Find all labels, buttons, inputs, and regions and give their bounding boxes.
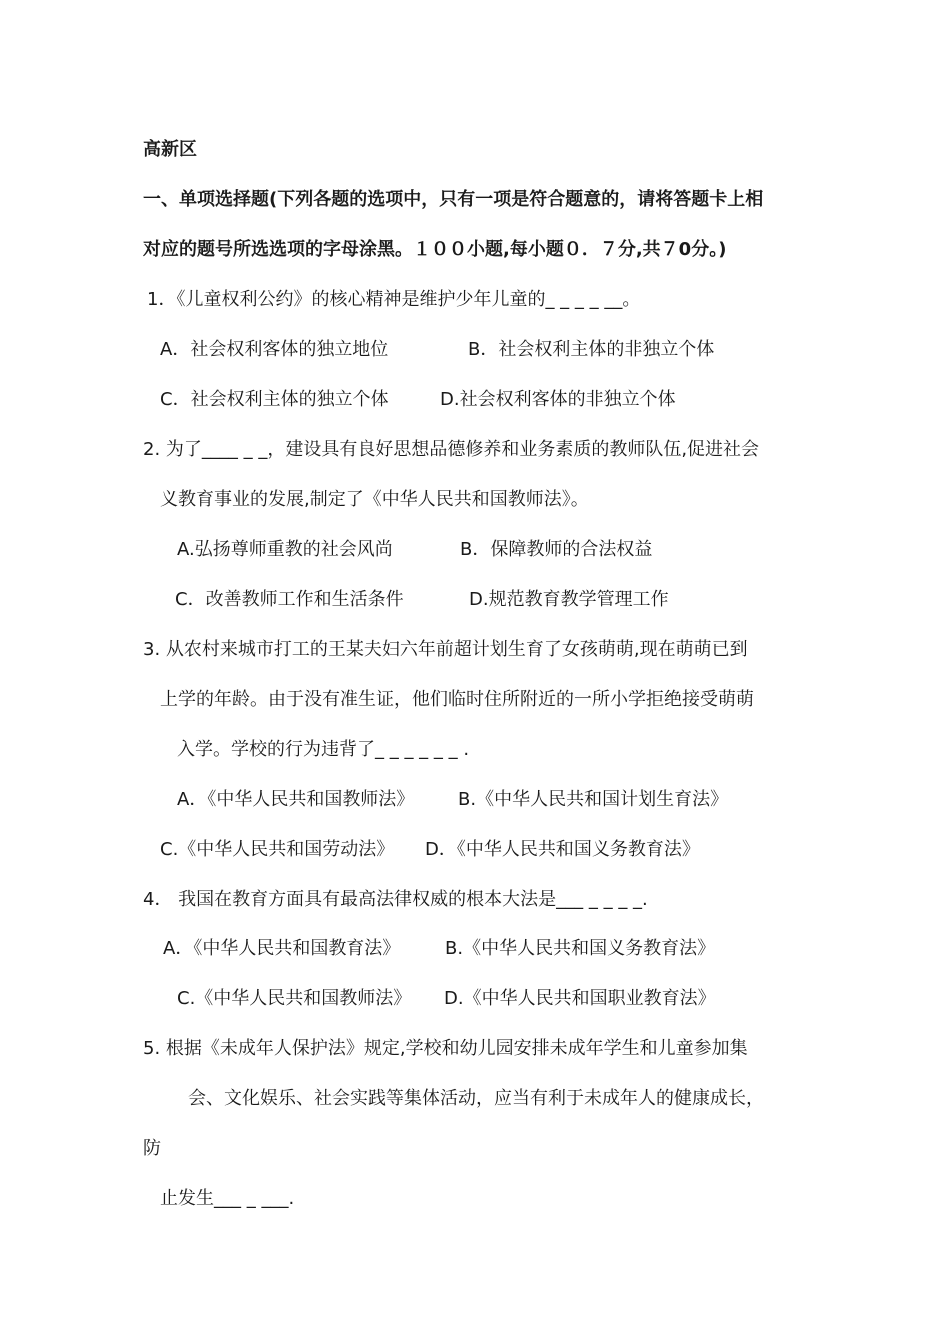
district-title: 高新区 bbox=[143, 139, 197, 160]
section-heading-line-1: 一、单项选择题(下列各题的选项中，只有一项是符合题意的，请将答题卡上相 bbox=[143, 189, 764, 210]
question-5-stem-line-1: 5. 根据《未成年人保护法》规定,学校和幼儿园安排未成年学生和儿童参加集 bbox=[143, 1038, 748, 1059]
question-4-option-c: C.《中华人民共和国教师法》 bbox=[177, 988, 412, 1009]
question-5-stem-line-3: 防 bbox=[143, 1138, 161, 1159]
question-2-option-d: D.规范教育教学管理工作 bbox=[469, 589, 669, 610]
question-1-stem: 1．《儿童权利公约》的核心精神是维护少年儿童的_ _ _ _ __。 bbox=[147, 289, 641, 310]
question-1-option-a: A．社会权利客体的独立地位 bbox=[160, 339, 389, 360]
question-3-stem-line-2: 上学的年龄。由于没有准生证，他们临时住所附近的一所小学拒绝接受萌萌 bbox=[160, 689, 754, 710]
question-4-option-d: D.《中华人民共和国职业教育法》 bbox=[444, 988, 716, 1009]
question-2-stem-line-2: 义教育事业的发展,制定了《中华人民共和国教师法》。 bbox=[160, 489, 589, 510]
question-3-stem-line-1: 3. 从农村来城市打工的王某夫妇六年前超计划生育了女孩萌萌,现在萌萌已到 bbox=[143, 639, 748, 660]
question-3-option-a: A．《中华人民共和国教师法》 bbox=[177, 789, 415, 810]
question-3-option-b: B.《中华人民共和国计划生育法》 bbox=[458, 789, 729, 810]
question-2-stem-line-1: 2. 为了____ _ _，建设具有良好思想品德修养和业务素质的教师队伍,促进社会 bbox=[143, 439, 760, 460]
question-2-option-b: B．保障教师的合法权益 bbox=[460, 539, 653, 560]
question-2-option-c: C．改善教师工作和生活条件 bbox=[175, 589, 404, 610]
question-5-stem-line-4: 止发生___ _ ___. bbox=[160, 1188, 295, 1209]
question-4-option-b: B.《中华人民共和国义务教育法》 bbox=[445, 938, 716, 959]
question-3-option-c: C.《中华人民共和国劳动法》 bbox=[160, 839, 395, 860]
question-3-option-d: D．《中华人民共和国义务教育法》 bbox=[425, 839, 700, 860]
question-3-stem-line-3: 入学。学校的行为违背了_ _ _ _ _ _ . bbox=[177, 739, 470, 760]
section-heading-line-2: 对应的题号所选选项的字母涂黑。１００小题,每小题０．７分,共７0分。) bbox=[143, 239, 727, 260]
question-1-option-b: B．社会权利主体的非独立个体 bbox=[468, 339, 715, 360]
question-5-stem-line-2: 会、文化娱乐、社会实践等集体活动，应当有利于未成年人的健康成长， bbox=[188, 1088, 764, 1109]
question-2-option-a: A.弘扬尊师重教的社会风尚 bbox=[177, 539, 393, 560]
question-4-stem: 4． 我国在教育方面具有最高法律权威的根本大法是___ _ _ _ _. bbox=[143, 889, 648, 910]
question-4-option-a: A．《中华人民共和国教育法》 bbox=[163, 938, 401, 959]
question-1-option-d: D.社会权利客体的非独立个体 bbox=[440, 389, 676, 410]
question-1-option-c: C．社会权利主体的独立个体 bbox=[160, 389, 389, 410]
